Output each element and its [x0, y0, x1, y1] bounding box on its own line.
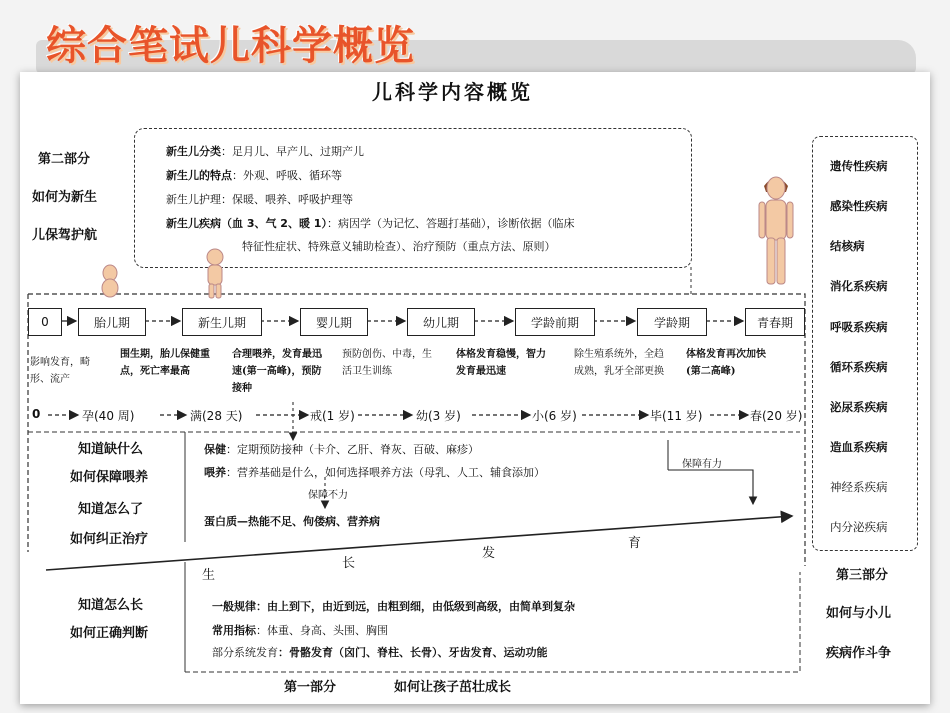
- care-text: 保健：定期预防接种（卡介、乙肝、脊灰、百破、麻疹）: [204, 443, 479, 456]
- part2-label: 第二部分: [38, 152, 91, 167]
- general-law: 一般规律：由上到下，由近到远，由粗到细，由低级到高级，由简单到复杂: [212, 600, 575, 613]
- newborn-diseases: 新生儿疾病（血 3、气 2、暖 1）：病因学（为记忆、答题打基础），诊断依据（临床: [166, 217, 575, 230]
- timeline-mark: 幼(3 岁): [416, 409, 461, 423]
- slide-title: 综合笔试儿科学概览: [46, 23, 415, 69]
- desc-fetal: 影响发育，畸形、流产: [30, 357, 90, 385]
- desc-preschool: 除生殖系统外，全趋成熟，乳牙全部更换: [574, 349, 664, 377]
- growth-word: 生: [202, 568, 216, 583]
- protect-feed-label: 如何保障喂养: [70, 470, 149, 485]
- figure-title: 儿科学内容概览: [372, 80, 533, 104]
- common-index: 常用指标：体重、身高、头围、胸围: [212, 624, 388, 637]
- newborn-figure-icon: [202, 248, 228, 300]
- disease-item: 泌尿系疾病: [830, 400, 888, 414]
- judge-label: 如何正确判断: [70, 626, 149, 641]
- stage-school: 学龄期: [637, 308, 707, 336]
- desc-perinatal: 围生期，胎儿保健重点，死亡率最高: [120, 349, 210, 377]
- disease-item: 结核病: [830, 239, 865, 253]
- disease-item: 感染性疾病: [830, 199, 888, 213]
- poor-protect-label: 保障不力: [308, 490, 348, 501]
- overview-figure: [20, 72, 930, 704]
- disease-item: 遗传性疾病: [830, 159, 888, 173]
- good-protect-label: 保障有力: [682, 459, 722, 470]
- newborn-classification: 新生儿分类：足月儿、早产儿、过期产儿: [166, 145, 364, 158]
- feed-text: 喂养：营养基础是什么，如何选择喂养方法（母乳、人工、辅食添加）: [204, 466, 545, 479]
- stage-adolescence: 青春期: [745, 308, 805, 336]
- disease-item: 内分泌疾病: [830, 520, 888, 534]
- timeline-zero: 0: [32, 407, 41, 421]
- adolescent-figure-icon: [756, 172, 796, 288]
- stage-neonatal: 新生儿期: [182, 308, 262, 336]
- correct-treat-label: 如何纠正治疗: [70, 532, 149, 547]
- disease-item: 循环系疾病: [830, 360, 888, 374]
- part2-line3: 儿保驾护航: [32, 228, 98, 243]
- desc-school: 体格发育再次加快(第二高峰): [686, 349, 766, 377]
- nutrition-diseases: 蛋白质—热能不足、佝偻病、营养病: [204, 515, 380, 528]
- desc-neonatal: 合理喂养，发育最迅速(第一高峰)，预防接种: [232, 349, 322, 394]
- newborn-care: 新生儿护理：保暖、喂养、呼吸护理等: [166, 193, 353, 206]
- stage-preschool: 学龄前期: [515, 308, 595, 336]
- part3-label: 第三部分: [836, 568, 889, 583]
- newborn-features: 新生儿的特点：外观、呼吸、循环等: [166, 169, 342, 182]
- stage-zero: 0: [28, 308, 62, 336]
- growth-word: 发: [482, 546, 496, 561]
- desc-toddler: 体格发育稳慢，智力发育最迅速: [456, 349, 546, 377]
- part1-label: 第一部分: [284, 680, 337, 695]
- newborn-diseases-cont: 特征性症状、特殊意义辅助检查）、治疗预防（重点方法、原则）: [242, 240, 556, 253]
- part3-line3: 疾病作斗争: [826, 646, 892, 661]
- know-grow-label: 知道怎么长: [78, 598, 144, 613]
- part3-line2: 如何与小儿: [826, 606, 892, 621]
- growth-word: 育: [628, 536, 642, 551]
- part2-line2: 如何为新生: [32, 190, 98, 205]
- timeline-mark: 春(20 岁): [750, 409, 803, 423]
- fetus-figure-icon: [98, 264, 122, 298]
- stage-toddler: 幼儿期: [407, 308, 475, 336]
- growth-word: 长: [342, 556, 356, 571]
- timeline-mark: 戒(1 岁): [310, 409, 355, 423]
- disease-item: 神经系疾病: [830, 480, 888, 494]
- desc-infant: 预防创伤、中毒，生活卫生训练: [342, 349, 432, 377]
- disease-item: 消化系疾病: [830, 279, 888, 293]
- disease-item: 呼吸系疾病: [830, 320, 888, 334]
- part1-title: 如何让孩子茁壮成长: [394, 680, 512, 695]
- timeline-mark: 毕(11 岁): [650, 409, 703, 423]
- know-wrong-label: 知道怎么了: [78, 502, 144, 517]
- timeline-mark: 孕(40 周): [82, 409, 135, 423]
- system-development: 部分系统发育：骨骼发育（囟门、脊柱、长骨）、牙齿发育、运动功能: [212, 646, 548, 659]
- disease-item: 造血系疾病: [830, 440, 888, 454]
- timeline-mark: 满(28 天): [190, 409, 243, 423]
- stage-infant: 婴儿期: [300, 308, 368, 336]
- stage-fetal: 胎儿期: [78, 308, 146, 336]
- timeline-mark: 小(6 岁): [532, 409, 577, 423]
- know-lack-label: 知道缺什么: [78, 442, 144, 457]
